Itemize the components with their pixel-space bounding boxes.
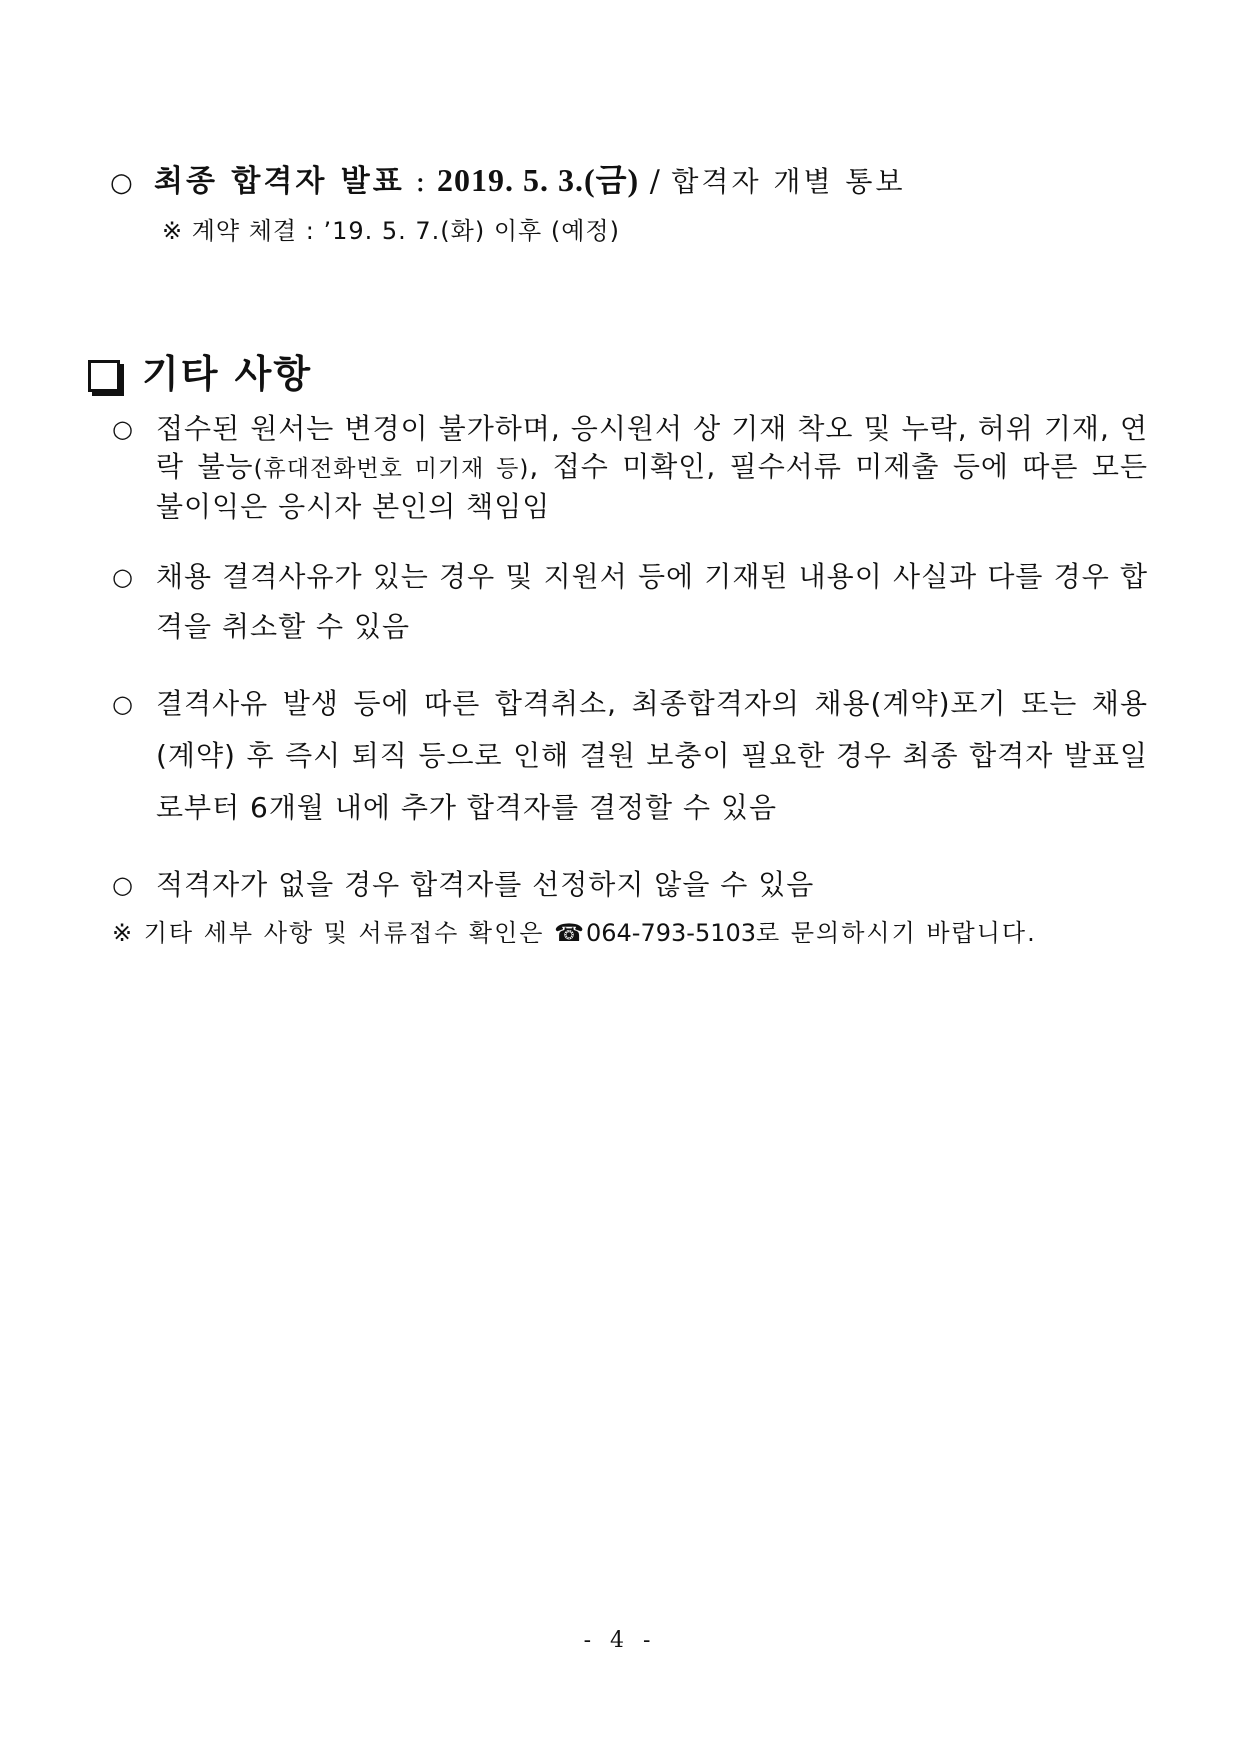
circle-bullet-icon: ○: [112, 563, 134, 591]
separator-slash: /: [639, 164, 672, 199]
contact-note: [112, 916, 1037, 950]
final-announcement-note: 합격자 개별 통보: [671, 165, 906, 198]
circle-bullet-icon: ○: [110, 168, 134, 198]
final-announcement-date: 2019. 5. 3.(금): [436, 162, 640, 198]
contact-prefix: ※ 기타 세부 사항 및 서류접수 확인은: [112, 919, 555, 947]
section-heading: [88, 350, 312, 398]
list-item: [112, 410, 1148, 526]
notice-list: [112, 410, 1148, 910]
phone-number: 064-793-5103: [586, 919, 757, 947]
final-announcement-label: 최종 합격자 발표: [154, 164, 405, 199]
list-item-text: [156, 410, 1148, 526]
separator-colon: :: [404, 164, 437, 199]
list-item-text-part: 접수된 원서는 변경이 불가하며, 응시원서 상 기재 착오 및 누락, 허위 기재, 연락 불능: [156, 412, 1148, 483]
checkbox-square-icon: [88, 360, 120, 392]
list-item: [112, 678, 1148, 834]
circle-bullet-icon: ○: [112, 415, 134, 443]
contract-note: ※ 계약 체결 : ’19. 5. 7.(화) 이후 (예정): [162, 217, 620, 245]
list-item-text: 결격사유 발생 등에 따른 합격취소, 최종합격자의 채용(계약)포기 또는 채용(계약) 후 즉시 퇴직 등으로 인해 결원 보충이 필요한 경우 최종 합격자 발표일로부터 6개월 내에 추가 합격자를 결정할 수 있음: [156, 687, 1148, 824]
circle-bullet-icon: ○: [112, 871, 134, 899]
list-item-text-small: (휴대전화번호 미기재 등): [253, 456, 530, 482]
page-number: - 4 -: [583, 1628, 657, 1653]
list-item: [112, 860, 1148, 910]
contact-suffix: 로 문의하시기 바랍니다.: [756, 919, 1037, 947]
final-announcement-line: [110, 160, 1150, 203]
phone-icon: ☎: [554, 919, 586, 947]
list-item-text-part: , 접수 미확인, 필수서류 미제출 등에 따른 모든 불이익은 응시자 본인의 책임임: [156, 450, 1148, 523]
section-title: 기타 사항: [142, 352, 313, 396]
list-item: [112, 552, 1148, 652]
circle-bullet-icon: ○: [112, 690, 134, 718]
list-item-text: 채용 결격사유가 있는 경우 및 지원서 등에 기재된 내용이 사실과 다를 경우 합격을 취소할 수 있음: [156, 560, 1148, 643]
list-item-text: 적격자가 없을 경우 합격자를 선정하지 않을 수 있음: [156, 868, 815, 901]
